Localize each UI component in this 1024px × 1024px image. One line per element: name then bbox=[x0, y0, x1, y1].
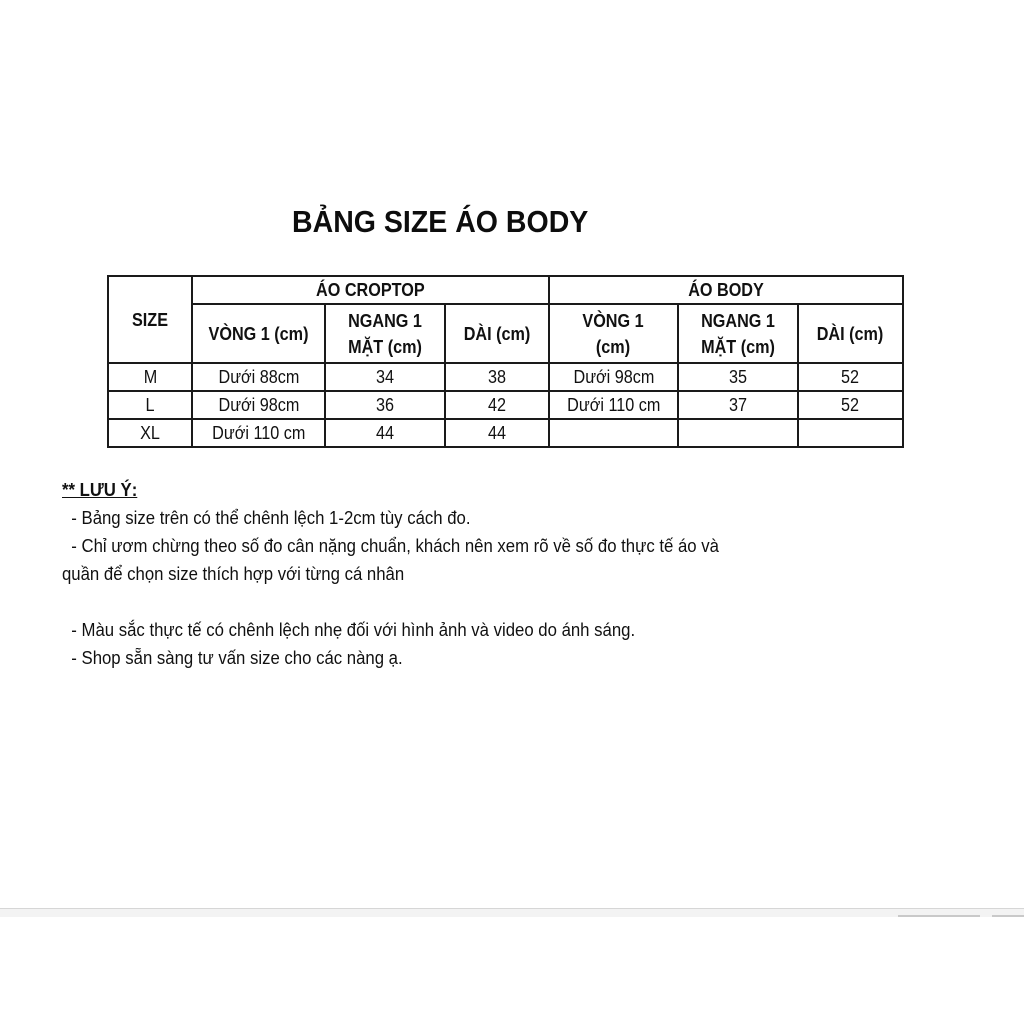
body-ngang1-value: 35 bbox=[728, 367, 748, 387]
croptop-ngang1-value: 34 bbox=[375, 367, 395, 387]
body-vong1-cell bbox=[549, 391, 678, 419]
notes-heading: ** LƯU Ý: bbox=[62, 480, 138, 500]
body-ngang1-cell bbox=[678, 391, 798, 419]
croptop-vong1-cell bbox=[192, 363, 325, 391]
croptop-vong1-header bbox=[192, 304, 325, 363]
croptop-vong1-value: Dưới 98cm bbox=[218, 395, 299, 415]
croptop-dai-value: 38 bbox=[487, 367, 507, 387]
croptop-ngang1-line1: NGANG 1 bbox=[348, 310, 422, 331]
sheet-tab[interactable] bbox=[898, 915, 980, 917]
body-dai-header bbox=[798, 304, 903, 363]
croptop-ngang1-value: 44 bbox=[375, 423, 395, 443]
croptop-dai-cell bbox=[445, 363, 549, 391]
croptop-vong1-cell bbox=[192, 391, 325, 419]
note-spacer bbox=[62, 588, 962, 616]
body-vong1-cell bbox=[549, 363, 678, 391]
croptop-ngang1-cell bbox=[325, 391, 445, 419]
size-value: M bbox=[143, 367, 157, 387]
body-dai-cell bbox=[798, 363, 903, 391]
size-value: XL bbox=[140, 423, 160, 443]
table-row bbox=[108, 363, 903, 391]
croptop-dai-cell bbox=[445, 419, 549, 447]
size-column-header bbox=[108, 276, 192, 363]
table-column-header-row bbox=[108, 304, 903, 363]
size-cell bbox=[108, 363, 192, 391]
croptop-ngang1-label bbox=[348, 308, 422, 360]
croptop-vong1-label: VÒNG 1 (cm) bbox=[208, 323, 309, 344]
croptop-dai-cell bbox=[445, 391, 549, 419]
notes-section bbox=[62, 476, 962, 672]
body-dai-cell bbox=[798, 419, 903, 447]
note-item: - Bảng size trên có thể chênh lệch 1-2cm tùy cách đo. bbox=[71, 508, 471, 528]
size-cell bbox=[108, 391, 192, 419]
sheet-tab[interactable] bbox=[992, 915, 1024, 917]
body-vong1-header bbox=[549, 304, 678, 363]
note-item-continuation: quần để chọn size thích hợp với từng cá nhân bbox=[62, 564, 405, 584]
group-header-croptop bbox=[192, 276, 549, 304]
group-header-body bbox=[549, 276, 903, 304]
size-chart-table bbox=[107, 275, 904, 448]
body-dai-label: DÀI (cm) bbox=[817, 323, 884, 344]
croptop-vong1-cell bbox=[192, 419, 325, 447]
croptop-vong1-value: Dưới 110 cm bbox=[211, 423, 306, 443]
table-row bbox=[108, 391, 903, 419]
body-dai-cell bbox=[798, 391, 903, 419]
croptop-dai-label: DÀI (cm) bbox=[463, 323, 531, 344]
croptop-ngang1-line2: MẶT (cm) bbox=[348, 336, 422, 357]
body-dai-value: 52 bbox=[841, 367, 860, 387]
table-row bbox=[108, 419, 903, 447]
body-vong1-label bbox=[583, 308, 644, 360]
body-ngang1-value: 37 bbox=[728, 395, 748, 415]
body-vong1-value: Dưới 110 cm bbox=[566, 395, 661, 415]
table-group-header-row bbox=[108, 276, 903, 304]
body-vong1-line2: (cm) bbox=[596, 336, 631, 357]
group-label-body: ÁO BODY bbox=[688, 280, 764, 300]
note-item: - Màu sắc thực tế có chênh lệch nhẹ đối với hình ảnh và video do ánh sáng. bbox=[71, 620, 636, 640]
size-cell bbox=[108, 419, 192, 447]
croptop-ngang1-header bbox=[325, 304, 445, 363]
croptop-dai-value: 44 bbox=[487, 423, 507, 443]
body-vong1-value: Dưới 98cm bbox=[573, 367, 654, 387]
notes-heading-line bbox=[62, 476, 899, 504]
body-vong1-line1: VÒNG 1 bbox=[582, 310, 645, 331]
body-ngang1-cell bbox=[678, 419, 798, 447]
croptop-dai-value: 42 bbox=[487, 395, 507, 415]
body-ngang1-line1: NGANG 1 bbox=[701, 310, 775, 331]
note-item: - Shop sẵn sàng tư vấn size cho các nàng ạ. bbox=[71, 648, 403, 668]
note-item: - Chỉ ươm chừng theo số đo cân nặng chuẩn, khách nên xem rõ về số đo thực tế áo và bbox=[71, 536, 719, 556]
croptop-ngang1-value: 36 bbox=[375, 395, 395, 415]
page-title: BẢNG SIZE ÁO BODY bbox=[292, 204, 589, 239]
croptop-vong1-value: Dưới 88cm bbox=[218, 367, 299, 387]
size-value: L bbox=[145, 395, 155, 415]
croptop-ngang1-cell bbox=[325, 363, 445, 391]
body-dai-value: 52 bbox=[841, 395, 860, 415]
size-header-label: SIZE bbox=[131, 309, 168, 330]
croptop-ngang1-cell bbox=[325, 419, 445, 447]
body-ngang1-header bbox=[678, 304, 798, 363]
body-vong1-cell bbox=[549, 419, 678, 447]
body-ngang1-label bbox=[701, 308, 775, 360]
group-label-croptop: ÁO CROPTOP bbox=[316, 280, 425, 300]
body-ngang1-line2: MẶT (cm) bbox=[701, 336, 775, 357]
sheet-tab-bar bbox=[0, 908, 1024, 917]
body-ngang1-cell bbox=[678, 363, 798, 391]
croptop-dai-header bbox=[445, 304, 549, 363]
